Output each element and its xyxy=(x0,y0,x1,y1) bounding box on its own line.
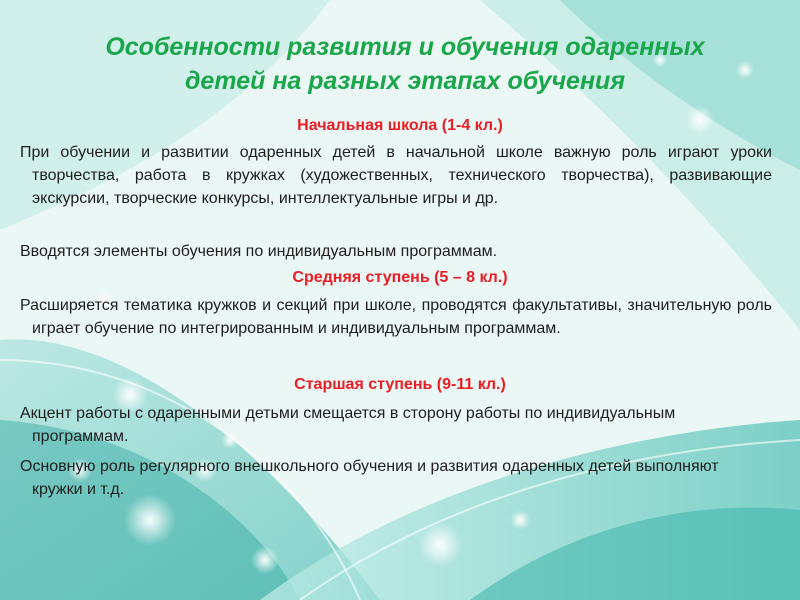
slide-title xyxy=(20,30,790,98)
paragraph-senior-focus: Акцент работы с одаренными детьми смещается в сторону работы по индивидуальным программам. xyxy=(20,405,676,445)
section-heading-primary: Начальная школа (1-4 кл.) xyxy=(297,117,503,134)
section-heading-middle: Средняя ступень (5 – 8 кл.) xyxy=(292,269,508,286)
section-heading-senior: Старшая ступень (9-11 кл.) xyxy=(294,376,506,393)
paragraph-middle: Расширяется тематика кружков и секций при школе, проводятся факультативы, значительную роль играет обучение по интегрированным и индивидуальным программам. xyxy=(20,297,772,337)
paragraph-senior-extracurricular: Основную роль регулярного внешкольного обучения и развития одаренных детей выполняют кружки и т.д. xyxy=(20,458,719,498)
paragraph-primary-individual: Вводятся элементы обучения по индивидуальным программам. xyxy=(20,243,498,260)
title-line: детей на разных этапах обучения xyxy=(184,67,626,95)
paragraph-primary-activities: При обучении и развитии одаренных детей в начальной школе важную роль играют уроки творчества, работа в кружках (художественных, технического творчества), развивающие экскурсии, творческие конкурсы, интеллектуальные игры и др. xyxy=(20,144,772,207)
title-line: Особенности развития и обучения одаренных xyxy=(105,33,705,61)
